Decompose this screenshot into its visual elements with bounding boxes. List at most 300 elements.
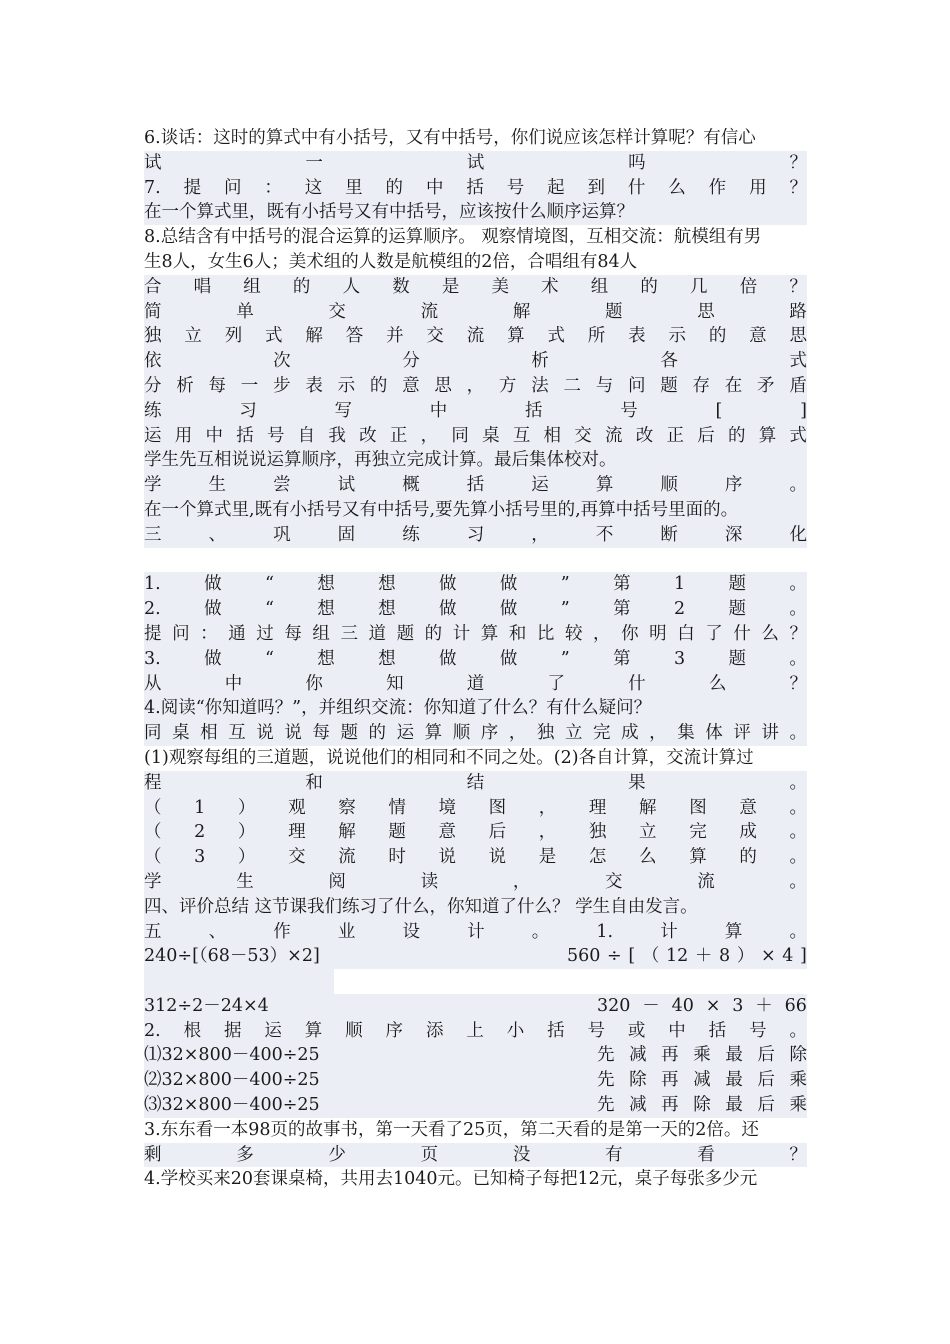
text-glyph: 立 — [564, 723, 583, 744]
text-glyph: 巩 — [273, 524, 291, 545]
text-glyph: 什 — [628, 673, 646, 694]
text-line — [144, 324, 807, 349]
text-glyph: 运 — [144, 425, 162, 446]
text-glyph: 数 — [392, 276, 410, 297]
text-glyph: 深 — [724, 524, 743, 545]
text-glyph: 做 — [499, 599, 518, 620]
text-glyph: 1 — [673, 574, 686, 595]
document-body — [144, 126, 807, 1192]
text-glyph: ） — [237, 847, 256, 868]
text-line — [144, 672, 807, 697]
text-glyph: ” — [560, 599, 570, 620]
text-glyph: ” — [560, 574, 570, 595]
text-glyph: 提 — [144, 623, 162, 644]
text-glyph: 尝 — [273, 475, 291, 496]
text-glyph: 合 — [144, 276, 162, 297]
text-glyph: 解 — [639, 797, 657, 818]
text-glyph: ？ — [789, 623, 807, 644]
text-glyph: 后 — [697, 425, 715, 446]
text-glyph: 的 — [385, 177, 404, 198]
text-glyph: 计 — [467, 921, 485, 942]
text-glyph: 每 — [208, 375, 227, 396]
text-glyph: 同 — [451, 425, 469, 446]
text-glyph: 盾 — [789, 375, 807, 396]
text-glyph: 各 — [660, 351, 678, 372]
text-glyph: 运 — [264, 1020, 282, 1041]
text-glyph: ） — [237, 797, 256, 818]
text-glyph: 后 — [757, 1070, 775, 1091]
text-glyph: 、 — [208, 524, 227, 545]
text-glyph: 4 — [782, 946, 794, 967]
text-glyph: 运 — [396, 723, 415, 744]
text-glyph: 做 — [499, 574, 518, 595]
text-glyph: 几 — [690, 276, 708, 297]
text-glyph: 的 — [292, 276, 311, 297]
text-line — [144, 399, 807, 424]
text-glyph: 想 — [317, 648, 335, 669]
text-glyph: 桌 — [482, 425, 500, 446]
text-line: 4.学校买来20套课桌椅，共用去1040元。已知椅子每把12元，桌子每张多少元 — [144, 1169, 758, 1190]
text-glyph: 分 — [144, 375, 162, 396]
text-glyph: 的 — [368, 723, 386, 744]
text-glyph: 。 — [789, 574, 807, 595]
text-glyph: 结 — [466, 772, 485, 793]
text-glyph: 了 — [705, 623, 723, 644]
text-glyph: 。 — [789, 723, 807, 744]
text-glyph: 独 — [536, 723, 555, 744]
text-line — [144, 151, 807, 176]
text-glyph: （ — [144, 797, 162, 818]
text-glyph: 做 — [204, 574, 222, 595]
text-glyph: 除 — [789, 1045, 807, 1066]
text-glyph: 再 — [661, 1045, 679, 1066]
text-glyph: ] — [800, 400, 807, 421]
text-glyph: 练 — [144, 400, 162, 421]
text-glyph: 作 — [273, 921, 291, 942]
text-glyph: 你 — [305, 673, 323, 694]
text-glyph: 列 — [224, 326, 243, 347]
text-glyph: 第 — [613, 599, 631, 620]
text-line — [144, 300, 807, 325]
text-glyph: 后 — [488, 822, 507, 843]
text-glyph: 意 — [739, 797, 757, 818]
text-glyph: 560 — [567, 946, 601, 967]
text-glyph: 解 — [338, 822, 356, 843]
text-glyph: 做 — [439, 574, 457, 595]
text-glyph: 什 — [733, 623, 751, 644]
text-glyph: 中 — [429, 400, 448, 421]
text-glyph: 66 — [784, 995, 807, 1016]
text-glyph: [ — [628, 946, 636, 967]
text-glyph: ＋ — [694, 946, 713, 967]
text-glyph: 。 — [789, 1020, 807, 1041]
text-line — [144, 572, 807, 597]
text-glyph: 号 — [749, 1020, 767, 1041]
text-glyph: ， — [508, 723, 527, 744]
text-glyph: ” — [560, 648, 570, 669]
text-glyph: 说 — [438, 847, 456, 868]
text-glyph: 算 — [689, 847, 707, 868]
text-glyph: 组 — [243, 276, 261, 297]
text-glyph: 明 — [649, 623, 667, 644]
text-glyph: 三 — [340, 623, 358, 644]
text-glyph: 式 — [547, 326, 565, 347]
text-glyph: ？ — [789, 1144, 807, 1165]
text-glyph: 过 — [256, 623, 274, 644]
text-glyph: 括 — [525, 400, 543, 421]
text-glyph: 题 — [605, 301, 623, 322]
text-glyph: 12 — [665, 946, 689, 967]
text-glyph: 单 — [236, 301, 254, 322]
text-glyph: 组 — [590, 276, 609, 297]
text-glyph: ： — [264, 177, 282, 198]
text-glyph: 完 — [689, 822, 707, 843]
text-glyph: 流 — [420, 301, 439, 322]
text-glyph: 学 — [144, 871, 162, 892]
text-glyph: 的 — [727, 425, 746, 446]
text-glyph: 存 — [692, 375, 711, 396]
text-glyph: 交 — [328, 301, 346, 322]
text-line — [144, 473, 807, 498]
text-glyph: 思 — [434, 375, 452, 396]
text-glyph: （ — [641, 946, 660, 967]
text-glyph: 题 — [396, 623, 415, 644]
text-glyph: 顺 — [452, 723, 471, 744]
text-glyph: 断 — [660, 524, 678, 545]
text-glyph: 流 — [697, 871, 715, 892]
text-glyph: 的 — [739, 847, 757, 868]
text-glyph: 括 — [466, 177, 484, 198]
text-glyph: 思 — [789, 326, 807, 347]
text-glyph: 道 — [368, 623, 386, 644]
text-glyph: 化 — [789, 524, 807, 545]
text-glyph: 独 — [144, 326, 162, 347]
text-glyph: “ — [264, 574, 274, 595]
text-glyph: 次 — [273, 351, 291, 372]
text-line — [144, 349, 807, 374]
text-glyph: 做 — [204, 599, 222, 620]
text-glyph: 。 — [789, 772, 807, 793]
text-line — [144, 275, 807, 300]
text-glyph: 方 — [498, 375, 517, 396]
text-glyph: 改 — [635, 425, 654, 446]
text-line — [144, 994, 807, 1019]
text-line — [144, 820, 807, 845]
text-glyph: ） — [237, 822, 256, 843]
text-glyph: 再 — [661, 1095, 679, 1116]
text-glyph: 和 — [508, 623, 527, 644]
text-glyph: 括 — [466, 475, 485, 496]
line-left-part: ⑶32×800－400÷25 — [144, 1095, 320, 1116]
text-glyph: 一 — [305, 152, 323, 173]
text-glyph: 美 — [491, 276, 509, 297]
text-glyph: 的 — [640, 276, 658, 297]
text-glyph: 问 — [223, 177, 242, 198]
text-glyph: 。 — [789, 921, 807, 942]
text-glyph: 的 — [369, 375, 388, 396]
text-glyph: 试 — [144, 152, 162, 173]
text-glyph: 。 — [789, 822, 807, 843]
line-left-part: ⑵32×800－400÷25 — [144, 1070, 320, 1091]
text-glyph: 交 — [574, 425, 592, 446]
text-glyph: 意 — [749, 326, 767, 347]
text-glyph: 。 — [789, 847, 807, 868]
text-glyph: ？ — [789, 673, 807, 694]
text-line — [144, 771, 807, 796]
text-glyph: 最 — [725, 1095, 743, 1116]
text-glyph: 体 — [705, 723, 723, 744]
text-glyph: 了 — [547, 673, 565, 694]
text-glyph: 或 — [627, 1020, 646, 1041]
text-glyph: 后 — [757, 1095, 775, 1116]
text-glyph: 唱 — [193, 276, 212, 297]
text-glyph: 里 — [345, 177, 363, 198]
text-line — [144, 1143, 807, 1168]
text-glyph: 路 — [789, 301, 807, 322]
text-glyph: 页 — [420, 1144, 439, 1165]
text-glyph: 相 — [543, 425, 562, 446]
text-glyph: 学 — [144, 475, 162, 496]
text-glyph: 题 — [728, 648, 746, 669]
text-line — [144, 1019, 807, 1044]
text-glyph: 根 — [183, 1020, 202, 1041]
text-glyph: 和 — [305, 772, 323, 793]
text-glyph: 什 — [627, 177, 646, 198]
text-glyph: 号 — [620, 400, 638, 421]
text-glyph: 固 — [337, 524, 356, 545]
text-glyph: 先 — [597, 1095, 615, 1116]
text-glyph: 说 — [488, 847, 507, 868]
text-glyph: 不 — [595, 524, 614, 545]
text-glyph: 是 — [538, 847, 557, 868]
text-glyph: 意 — [438, 822, 456, 843]
text-glyph: 2 — [673, 599, 686, 620]
text-glyph: 想 — [317, 574, 335, 595]
text-glyph: 正 — [666, 425, 684, 446]
text-glyph: 乘 — [693, 1045, 711, 1066]
text-glyph: 计 — [660, 921, 678, 942]
text-glyph: 术 — [541, 276, 559, 297]
text-glyph: 顺 — [660, 475, 678, 496]
text-glyph: 与 — [595, 375, 614, 396]
text-glyph: （ — [144, 822, 162, 843]
text-glyph: 图 — [488, 797, 507, 818]
text-glyph: ， — [649, 723, 667, 744]
text-glyph: 算 — [724, 921, 743, 942]
text-glyph: 7. — [144, 177, 161, 198]
text-glyph: 号 — [266, 425, 285, 446]
text-glyph: 运 — [531, 475, 549, 496]
text-glyph: 2. — [144, 599, 161, 620]
text-glyph: 察 — [338, 797, 356, 818]
text-glyph: 怎 — [588, 847, 607, 868]
text-glyph: 通 — [228, 623, 246, 644]
text-glyph: 做 — [439, 648, 457, 669]
text-glyph: 示 — [668, 326, 686, 347]
text-line — [144, 1043, 807, 1068]
text-line: 四、评价总结 这节课我们练习了什么，你知道了什么？ 学生自由发言。 — [144, 895, 807, 920]
text-glyph: 再 — [661, 1070, 679, 1091]
text-glyph: 括 — [708, 1020, 727, 1041]
text-glyph: 起 — [547, 177, 565, 198]
text-line — [144, 597, 807, 622]
text-glyph: 评 — [733, 723, 751, 744]
text-glyph: 图 — [689, 797, 707, 818]
text-glyph: ， — [466, 375, 485, 396]
text-glyph: 交 — [426, 326, 444, 347]
text-glyph: 境 — [438, 797, 456, 818]
text-glyph: 2 — [194, 822, 206, 843]
text-line: (1)观察每组的三道题，说说他们的相同和不同之处。(2)各自计算，交流计算过 — [144, 747, 754, 768]
text-glyph: 。 — [789, 797, 807, 818]
text-glyph: 的 — [424, 623, 443, 644]
text-glyph: 说 — [256, 723, 274, 744]
text-glyph: 每 — [284, 623, 302, 644]
text-glyph: 人 — [342, 276, 361, 297]
text-glyph: “ — [264, 599, 274, 620]
text-glyph: 1 — [194, 797, 206, 818]
text-glyph: 立 — [184, 326, 202, 347]
text-glyph: 独 — [588, 822, 607, 843]
text-glyph: 题 — [388, 822, 406, 843]
text-glyph: 流 — [466, 326, 485, 347]
text-glyph: 析 — [531, 351, 549, 372]
line-right-part — [597, 994, 807, 1019]
text-glyph: 、 — [208, 921, 227, 942]
text-glyph: 40 — [671, 995, 694, 1016]
text-glyph: 没 — [512, 1144, 531, 1165]
text-line — [144, 1068, 807, 1093]
text-line: 学生先互相说说运算顺序，再独立完成计算。最后集体校对。 — [144, 448, 807, 473]
text-glyph: ： — [200, 623, 218, 644]
text-glyph: 想 — [317, 599, 335, 620]
text-glyph: 3 — [194, 847, 206, 868]
text-glyph: 做 — [499, 648, 518, 669]
text-glyph: 添 — [425, 1020, 444, 1041]
text-glyph: （ — [144, 847, 162, 868]
text-line — [144, 176, 807, 201]
text-line — [144, 920, 807, 945]
text-glyph: 么 — [639, 847, 657, 868]
text-glyph: 三 — [144, 524, 162, 545]
line-right-part — [597, 1043, 807, 1068]
line-right-part — [597, 1093, 807, 1118]
text-glyph: 算 — [480, 623, 499, 644]
text-glyph: 情 — [388, 797, 406, 818]
text-glyph: 从 — [144, 673, 162, 694]
text-glyph: 完 — [593, 723, 611, 744]
text-glyph: 理 — [288, 822, 306, 843]
text-glyph: 最 — [725, 1045, 743, 1066]
text-line — [144, 424, 807, 449]
text-glyph: 320 — [597, 995, 631, 1016]
text-glyph: ， — [531, 524, 549, 545]
text-glyph: ， — [593, 623, 611, 644]
text-glyph: ， — [512, 871, 531, 892]
text-glyph: 相 — [200, 723, 218, 744]
text-glyph: × — [760, 946, 776, 967]
text-line — [144, 944, 807, 969]
text-glyph: 说 — [284, 723, 302, 744]
text-glyph: ， — [538, 822, 557, 843]
text-glyph: 。 — [789, 871, 807, 892]
text-glyph: 自 — [297, 425, 316, 446]
text-glyph: 较 — [564, 623, 583, 644]
text-glyph: 3 — [673, 648, 686, 669]
text-line — [144, 548, 807, 573]
text-glyph: 序 — [385, 1020, 404, 1041]
text-glyph: 道 — [466, 673, 485, 694]
text-line: 6.谈话：这时的算式中有小括号，又有中括号，你们说应该怎样计算呢？有信心 — [144, 128, 756, 148]
text-glyph: 看 — [697, 1144, 715, 1165]
text-glyph: 最 — [725, 1070, 743, 1091]
text-line — [144, 796, 807, 821]
text-glyph: 表 — [305, 375, 323, 396]
text-glyph: 正 — [389, 425, 408, 446]
text-glyph: 上 — [466, 1020, 484, 1041]
text-glyph: 计 — [452, 623, 471, 644]
text-glyph: ？ — [789, 152, 807, 173]
text-glyph: 题 — [660, 375, 678, 396]
text-glyph: 想 — [378, 648, 396, 669]
line-left-part: ⑴32×800－400÷25 — [144, 1045, 320, 1066]
text-line: 在一个算式里，既有小括号又有中括号，应该按什么顺序运算？ — [144, 200, 807, 225]
text-glyph: 算 — [507, 326, 525, 347]
text-glyph: “ — [264, 648, 274, 669]
text-glyph: 中 — [668, 1020, 686, 1041]
text-glyph: 示 — [337, 375, 356, 396]
text-glyph: 到 — [587, 177, 605, 198]
text-glyph: 乘 — [789, 1070, 807, 1091]
text-glyph: 阅 — [328, 871, 346, 892]
text-glyph: 第 — [613, 574, 631, 595]
text-glyph: 交 — [288, 847, 306, 868]
text-glyph: 法 — [531, 375, 549, 396]
text-glyph: 简 — [144, 301, 162, 322]
text-glyph: 先 — [597, 1045, 615, 1066]
text-glyph: 减 — [693, 1070, 711, 1091]
text-glyph: 互 — [512, 425, 531, 446]
text-glyph: 题 — [728, 599, 746, 620]
text-glyph: 减 — [629, 1095, 647, 1116]
text-glyph: 分 — [402, 351, 420, 372]
text-glyph: 所 — [587, 326, 606, 347]
text-glyph: 程 — [144, 772, 162, 793]
text-glyph: 用 — [749, 177, 767, 198]
text-glyph: ， — [420, 425, 439, 446]
text-glyph: 思 — [697, 301, 715, 322]
text-glyph: 我 — [328, 425, 346, 446]
text-glyph: 你 — [621, 623, 639, 644]
text-glyph: 问 — [627, 375, 646, 396]
text-line — [144, 523, 807, 548]
text-glyph: 流 — [338, 847, 356, 868]
line-left-part: 240÷[（68－53）×2] — [144, 946, 320, 967]
text-glyph: 习 — [466, 524, 485, 545]
line-right-part — [567, 944, 807, 969]
text-glyph: 这 — [304, 177, 323, 198]
text-glyph: 组 — [312, 623, 330, 644]
text-glyph: ） — [736, 946, 755, 967]
text-glyph: 第 — [613, 648, 631, 669]
line-left-part: 312÷2－24×4 — [144, 995, 269, 1016]
text-glyph: 顺 — [345, 1020, 363, 1041]
text-glyph: 用 — [174, 425, 193, 446]
text-glyph: 2. — [144, 1020, 161, 1041]
text-glyph: 生 — [208, 475, 227, 496]
text-glyph: 析 — [176, 375, 194, 396]
text-glyph: 想 — [378, 574, 396, 595]
